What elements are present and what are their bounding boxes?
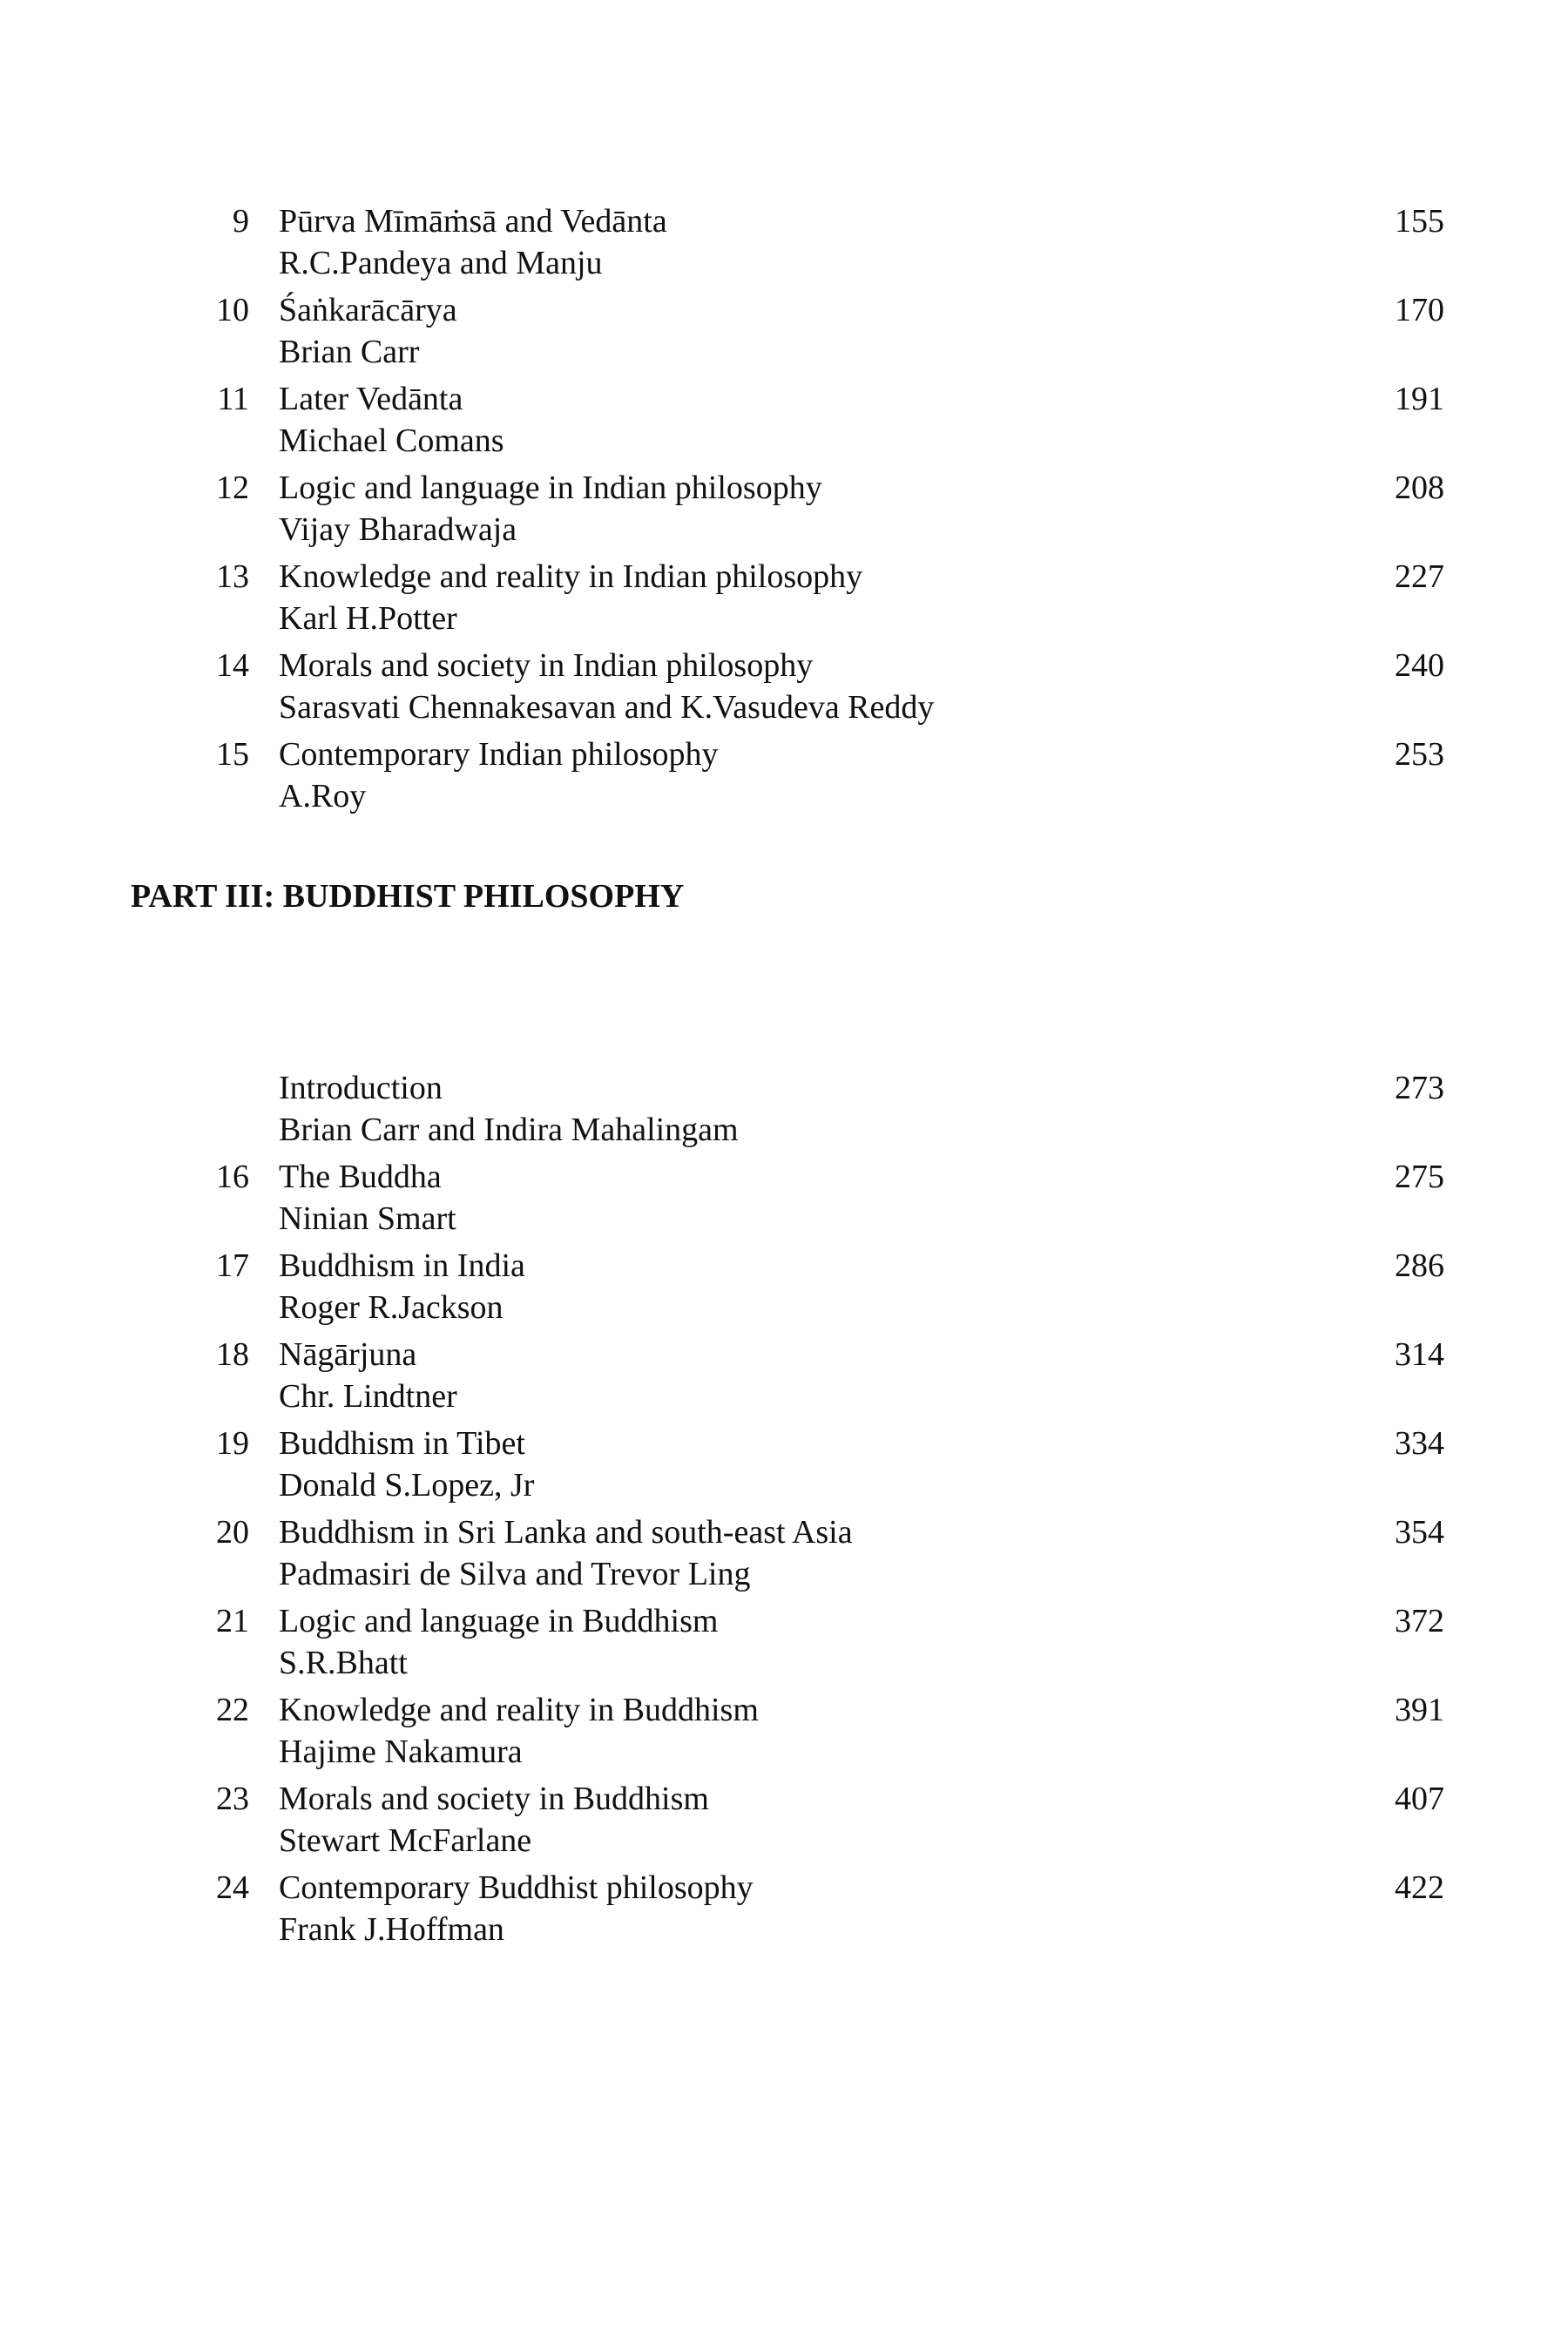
toc-entry [0,1423,1568,1511]
toc-entry [0,1067,1568,1156]
toc-entry [0,1600,1568,1689]
chapter-title: Buddhism in India [279,1247,525,1284]
toc-entry [0,1156,1568,1245]
chapter-number: 24 [216,1869,249,1906]
page-number: 314 [1395,1336,1444,1373]
chapter-title: Śaṅkarācārya [279,292,457,328]
toc-entry [0,645,1568,733]
toc-entry [0,1778,1568,1867]
toc-entry [0,556,1568,645]
toc-entry [0,1334,1568,1423]
chapter-title: Introduction [279,1070,443,1106]
chapter-number: 15 [216,736,249,773]
chapter-title: Contemporary Indian philosophy [279,736,719,773]
chapter-author: Brian Carr [279,334,420,370]
page-number: 155 [1395,203,1444,240]
toc-entry [0,1867,1568,1956]
chapter-number: 9 [233,203,249,240]
chapter-title: Knowledge and reality in Buddhism [279,1692,759,1728]
chapter-author: Donald S.Lopez, Jr [279,1467,535,1504]
chapter-author: Ninian Smart [279,1200,456,1237]
chapter-author: Karl H.Potter [279,600,457,637]
toc-entry [0,733,1568,822]
page-number: 354 [1395,1514,1444,1551]
chapter-title: Later Vedānta [279,381,463,417]
chapter-author: Vijay Bharadwaja [279,511,517,548]
chapter-title: Logic and language in Indian philosophy [279,470,822,506]
chapter-title: The Buddha [279,1159,442,1195]
chapter-number: 17 [216,1247,249,1284]
chapter-author: Stewart McFarlane [279,1822,532,1859]
page-number: 170 [1395,292,1444,328]
toc-entry [0,1511,1568,1600]
chapter-number: 12 [216,470,249,506]
page-number: 391 [1395,1692,1444,1728]
chapter-author: Frank J.Hoffman [279,1911,504,1948]
page-number: 273 [1395,1070,1444,1106]
chapter-number: 13 [216,558,249,595]
chapter-number: 23 [216,1781,249,1817]
chapter-number: 14 [216,647,249,684]
chapter-title: Buddhism in Tibet [279,1425,525,1462]
page-number: 422 [1395,1869,1444,1906]
page-number: 286 [1395,1247,1444,1284]
chapter-number: 11 [217,381,249,417]
toc-entry [0,200,1568,289]
chapter-author: Roger R.Jackson [279,1289,504,1326]
toc-part3-list [0,1067,1568,1956]
chapter-title: Knowledge and reality in Indian philosophy [279,558,863,595]
chapter-number: 22 [216,1692,249,1728]
toc-entry [0,289,1568,378]
chapter-author: Brian Carr and Indira Mahalingam [279,1112,739,1148]
chapter-author: Sarasvati Chennakesavan and K.Vasudeva Reddy [279,689,935,726]
chapter-number: 18 [216,1336,249,1373]
chapter-author: S.R.Bhatt [279,1645,408,1681]
chapter-author: Padmasiri de Silva and Trevor Ling [279,1556,751,1592]
part-heading: PART III: BUDDHIST PHILOSOPHY [131,878,685,915]
chapter-author: A.Roy [279,778,367,814]
page-number: 240 [1395,647,1444,684]
page-number: 191 [1395,381,1444,417]
chapter-title: Morals and society in Buddhism [279,1781,709,1817]
chapter-author: Hajime Nakamura [279,1734,523,1770]
chapter-author: Michael Comans [279,422,504,459]
chapter-number: 21 [216,1603,249,1639]
page-number: 407 [1395,1781,1444,1817]
chapter-title: Morals and society in Indian philosophy [279,647,814,684]
chapter-title: Nāgārjuna [279,1336,417,1373]
toc-entry [0,378,1568,467]
toc-part2-list [0,200,1568,822]
toc-entry [0,1245,1568,1334]
page-number: 208 [1395,470,1444,506]
chapter-number: 20 [216,1514,249,1551]
page-number: 253 [1395,736,1444,773]
chapter-author: Chr. Lindtner [279,1378,457,1415]
page-number: 275 [1395,1159,1444,1195]
chapter-title: Contemporary Buddhist philosophy [279,1869,754,1906]
page-number: 372 [1395,1603,1444,1639]
chapter-number: 10 [216,292,249,328]
chapter-number: 16 [216,1159,249,1195]
toc-entry [0,467,1568,556]
chapter-number: 19 [216,1425,249,1462]
page-number: 334 [1395,1425,1444,1462]
page-number: 227 [1395,558,1444,595]
chapter-title: Buddhism in Sri Lanka and south-east Asia [279,1514,853,1551]
chapter-author: R.C.Pandeya and Manju [279,245,603,281]
chapter-title: Logic and language in Buddhism [279,1603,719,1639]
toc-entry [0,1689,1568,1778]
chapter-title: Pūrva Mīmāṁsā and Vedānta [279,203,667,240]
